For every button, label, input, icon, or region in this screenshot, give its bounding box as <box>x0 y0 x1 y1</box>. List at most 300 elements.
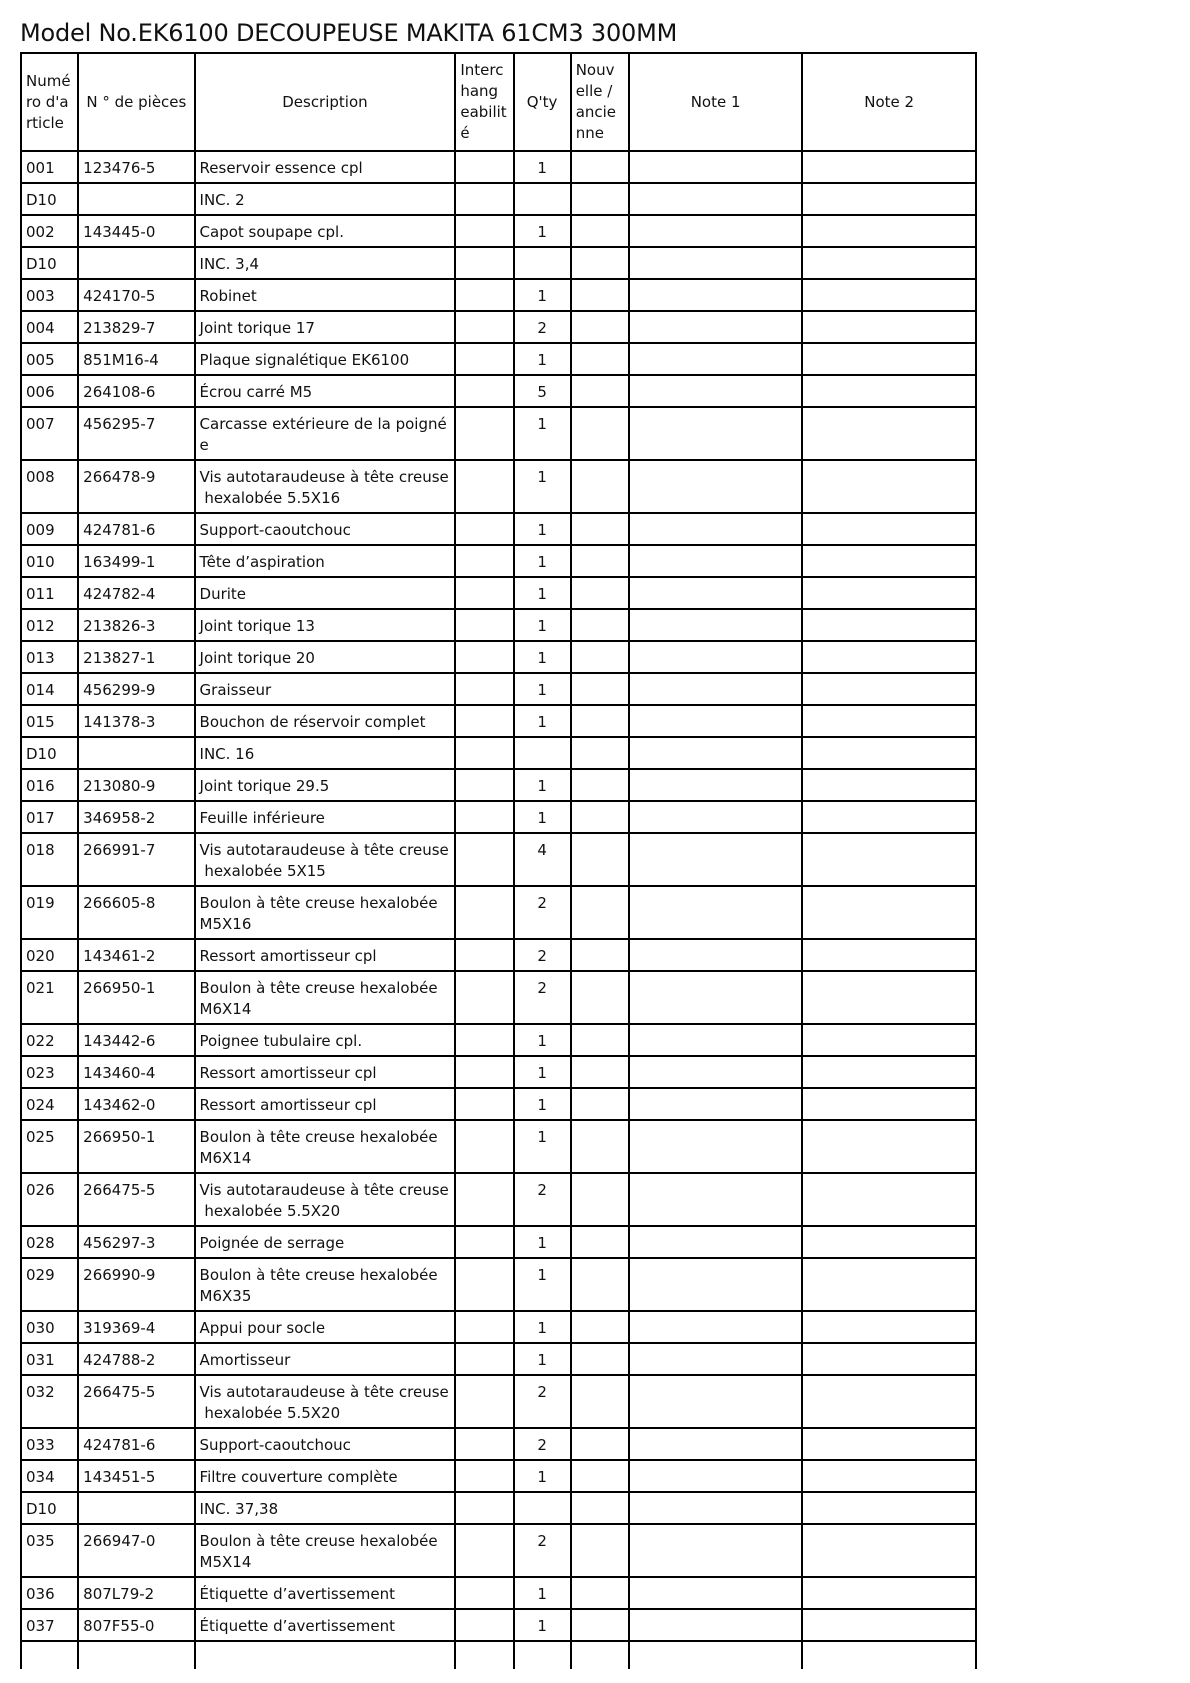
note-1-cell <box>629 971 803 1024</box>
note-1-cell <box>629 1088 803 1120</box>
table-header-row <box>21 53 976 151</box>
item-number-cell: D10 <box>21 247 78 279</box>
part-number-cell: 213826-3 <box>78 609 194 641</box>
note-2-cell <box>802 1492 976 1524</box>
description-cell: Ressort amortisseur cpl <box>195 1056 456 1088</box>
note-1-cell <box>629 215 803 247</box>
header-item-number: Numé ro d'a rticle <box>21 53 78 151</box>
quantity-cell: 2 <box>514 1173 571 1226</box>
interchangeability-cell <box>455 1088 513 1120</box>
note-1-cell <box>629 609 803 641</box>
description-cell: INC. 37,38 <box>195 1492 456 1524</box>
header-part-number: N ° de pièces <box>78 53 194 151</box>
table-row <box>21 1088 976 1120</box>
note-1-cell <box>629 1056 803 1088</box>
note-2-cell <box>802 1375 976 1428</box>
new-old-cell <box>571 737 629 769</box>
interchangeability-cell <box>455 609 513 641</box>
item-number-cell: 022 <box>21 1024 78 1056</box>
note-2-cell <box>802 279 976 311</box>
note-1-cell <box>629 1492 803 1524</box>
quantity-cell: 1 <box>514 641 571 673</box>
item-number-cell: 006 <box>21 375 78 407</box>
new-old-cell <box>571 609 629 641</box>
note-2-cell <box>802 151 976 183</box>
description-cell: Tête d’aspiration <box>195 545 456 577</box>
note-1-cell <box>629 705 803 737</box>
item-number-cell: 033 <box>21 1428 78 1460</box>
item-number-cell: 015 <box>21 705 78 737</box>
new-old-cell <box>571 1428 629 1460</box>
note-1-cell <box>629 673 803 705</box>
quantity-cell: 1 <box>514 151 571 183</box>
new-old-cell <box>571 343 629 375</box>
description-cell: Reservoir essence cpl <box>195 151 456 183</box>
table-row <box>21 215 976 247</box>
note-2-cell <box>802 886 976 939</box>
part-number-cell: 143445-0 <box>78 215 194 247</box>
note-2-cell <box>802 673 976 705</box>
part-number-cell: 319369-4 <box>78 1311 194 1343</box>
note-1-cell <box>629 1343 803 1375</box>
new-old-cell <box>571 886 629 939</box>
interchangeability-cell <box>455 1428 513 1460</box>
note-2-cell <box>802 1311 976 1343</box>
quantity-cell: 2 <box>514 886 571 939</box>
note-1-cell <box>629 1226 803 1258</box>
part-number-cell: 851M16-4 <box>78 343 194 375</box>
new-old-cell <box>571 577 629 609</box>
table-row <box>21 279 976 311</box>
part-number-cell: 266947-0 <box>78 1524 194 1577</box>
table-row <box>21 1577 976 1609</box>
new-old-cell <box>571 833 629 886</box>
header-note-1: Note 1 <box>629 53 803 151</box>
table-row <box>21 1024 976 1056</box>
description-cell: Joint torique 29.5 <box>195 769 456 801</box>
note-2-cell <box>802 801 976 833</box>
note-2-cell <box>802 183 976 215</box>
item-number-cell: 029 <box>21 1258 78 1311</box>
empty-cell <box>21 1641 78 1669</box>
interchangeability-cell <box>455 641 513 673</box>
new-old-cell <box>571 1524 629 1577</box>
interchangeability-cell <box>455 705 513 737</box>
part-number-cell: 424170-5 <box>78 279 194 311</box>
table-row <box>21 1311 976 1343</box>
quantity-cell: 1 <box>514 1577 571 1609</box>
part-number-cell: 266605-8 <box>78 886 194 939</box>
quantity-cell: 1 <box>514 1024 571 1056</box>
table-row <box>21 1460 976 1492</box>
part-number-cell: 266475-5 <box>78 1375 194 1428</box>
note-2-cell <box>802 1428 976 1460</box>
item-number-cell: 003 <box>21 279 78 311</box>
table-row <box>21 1609 976 1641</box>
part-number-cell: 143460-4 <box>78 1056 194 1088</box>
part-number-cell: 213829-7 <box>78 311 194 343</box>
table-row <box>21 641 976 673</box>
item-number-cell: D10 <box>21 1492 78 1524</box>
new-old-cell <box>571 801 629 833</box>
item-number-cell: D10 <box>21 737 78 769</box>
note-1-cell <box>629 886 803 939</box>
item-number-cell: 023 <box>21 1056 78 1088</box>
description-cell: Boulon à tête creuse hexalobée M6X35 <box>195 1258 456 1311</box>
description-cell: Écrou carré M5 <box>195 375 456 407</box>
note-1-cell <box>629 1024 803 1056</box>
quantity-cell: 4 <box>514 833 571 886</box>
new-old-cell <box>571 407 629 460</box>
empty-cell <box>455 1641 513 1669</box>
note-1-cell <box>629 151 803 183</box>
description-cell: Feuille inférieure <box>195 801 456 833</box>
empty-cell <box>629 1641 803 1669</box>
part-number-cell: 807L79-2 <box>78 1577 194 1609</box>
header-description: Description <box>195 53 456 151</box>
quantity-cell: 1 <box>514 215 571 247</box>
part-number-cell: 266950-1 <box>78 971 194 1024</box>
new-old-cell <box>571 705 629 737</box>
interchangeability-cell <box>455 673 513 705</box>
note-1-cell <box>629 247 803 279</box>
new-old-cell <box>571 939 629 971</box>
part-number-cell: 266990-9 <box>78 1258 194 1311</box>
note-1-cell <box>629 513 803 545</box>
interchangeability-cell <box>455 1258 513 1311</box>
header-note-2: Note 2 <box>802 53 976 151</box>
item-number-cell: 012 <box>21 609 78 641</box>
quantity-cell: 1 <box>514 407 571 460</box>
interchangeability-cell <box>455 545 513 577</box>
note-2-cell <box>802 705 976 737</box>
item-number-cell: 011 <box>21 577 78 609</box>
new-old-cell <box>571 1492 629 1524</box>
part-number-cell: 456299-9 <box>78 673 194 705</box>
new-old-cell <box>571 1258 629 1311</box>
note-1-cell <box>629 1609 803 1641</box>
interchangeability-cell <box>455 1311 513 1343</box>
item-number-cell: 010 <box>21 545 78 577</box>
table-row <box>21 407 976 460</box>
new-old-cell <box>571 971 629 1024</box>
new-old-cell <box>571 215 629 247</box>
interchangeability-cell <box>455 151 513 183</box>
new-old-cell <box>571 1311 629 1343</box>
note-1-cell <box>629 1428 803 1460</box>
interchangeability-cell <box>455 737 513 769</box>
note-1-cell <box>629 1258 803 1311</box>
new-old-cell <box>571 279 629 311</box>
note-1-cell <box>629 375 803 407</box>
new-old-cell <box>571 513 629 545</box>
description-cell: INC. 16 <box>195 737 456 769</box>
table-row <box>21 375 976 407</box>
part-number-cell: 456297-3 <box>78 1226 194 1258</box>
part-number-cell: 143461-2 <box>78 939 194 971</box>
note-2-cell <box>802 1226 976 1258</box>
quantity-cell: 1 <box>514 279 571 311</box>
note-2-cell <box>802 343 976 375</box>
quantity-cell: 2 <box>514 311 571 343</box>
note-2-cell <box>802 1258 976 1311</box>
new-old-cell <box>571 311 629 343</box>
quantity-cell: 1 <box>514 577 571 609</box>
note-1-cell <box>629 183 803 215</box>
new-old-cell <box>571 1088 629 1120</box>
note-2-cell <box>802 577 976 609</box>
note-2-cell <box>802 1088 976 1120</box>
note-1-cell <box>629 939 803 971</box>
quantity-cell: 1 <box>514 1311 571 1343</box>
table-row <box>21 577 976 609</box>
note-2-cell <box>802 1460 976 1492</box>
empty-cell <box>802 1641 976 1669</box>
quantity-cell: 1 <box>514 1056 571 1088</box>
description-cell: Boulon à tête creuse hexalobée M6X14 <box>195 1120 456 1173</box>
table-row <box>21 609 976 641</box>
interchangeability-cell <box>455 1024 513 1056</box>
table-row <box>21 939 976 971</box>
description-cell: Graisseur <box>195 673 456 705</box>
item-number-cell: 014 <box>21 673 78 705</box>
quantity-cell: 1 <box>514 1258 571 1311</box>
note-2-cell <box>802 1609 976 1641</box>
note-1-cell <box>629 1375 803 1428</box>
note-1-cell <box>629 1577 803 1609</box>
description-cell: Plaque signalétique EK6100 <box>195 343 456 375</box>
part-number-cell <box>78 1492 194 1524</box>
item-number-cell: 009 <box>21 513 78 545</box>
part-number-cell: 424781-6 <box>78 1428 194 1460</box>
interchangeability-cell <box>455 1460 513 1492</box>
note-2-cell <box>802 1024 976 1056</box>
table-row <box>21 801 976 833</box>
note-2-cell <box>802 1120 976 1173</box>
item-number-cell: 031 <box>21 1343 78 1375</box>
note-1-cell <box>629 641 803 673</box>
description-cell: Vis autotaraudeuse à tête creuse hexalobée 5.5X20 <box>195 1173 456 1226</box>
quantity-cell: 1 <box>514 1343 571 1375</box>
quantity-cell: 2 <box>514 1375 571 1428</box>
new-old-cell <box>571 460 629 513</box>
table-row <box>21 343 976 375</box>
description-cell: Amortisseur <box>195 1343 456 1375</box>
note-2-cell <box>802 641 976 673</box>
table-body <box>21 151 976 1669</box>
note-2-cell <box>802 737 976 769</box>
new-old-cell <box>571 1120 629 1173</box>
item-number-cell: 017 <box>21 801 78 833</box>
table-row <box>21 673 976 705</box>
part-number-cell: 143442-6 <box>78 1024 194 1056</box>
table-row <box>21 311 976 343</box>
part-number-cell: 163499-1 <box>78 545 194 577</box>
interchangeability-cell <box>455 1120 513 1173</box>
note-2-cell <box>802 939 976 971</box>
quantity-cell: 1 <box>514 769 571 801</box>
item-number-cell: 019 <box>21 886 78 939</box>
item-number-cell: 018 <box>21 833 78 886</box>
part-number-cell: 266991-7 <box>78 833 194 886</box>
new-old-cell <box>571 1375 629 1428</box>
interchangeability-cell <box>455 1609 513 1641</box>
table-row <box>21 737 976 769</box>
description-cell: Appui pour socle <box>195 1311 456 1343</box>
new-old-cell <box>571 151 629 183</box>
part-number-cell: 264108-6 <box>78 375 194 407</box>
note-1-cell <box>629 737 803 769</box>
new-old-cell <box>571 1609 629 1641</box>
description-cell: Robinet <box>195 279 456 311</box>
note-2-cell <box>802 833 976 886</box>
table-row <box>21 1056 976 1088</box>
table-row <box>21 460 976 513</box>
interchangeability-cell <box>455 215 513 247</box>
item-number-cell: 036 <box>21 1577 78 1609</box>
interchangeability-cell <box>455 886 513 939</box>
interchangeability-cell <box>455 513 513 545</box>
new-old-cell <box>571 247 629 279</box>
part-number-cell: 424781-6 <box>78 513 194 545</box>
description-cell: Ressort amortisseur cpl <box>195 939 456 971</box>
interchangeability-cell <box>455 247 513 279</box>
part-number-cell: 266950-1 <box>78 1120 194 1173</box>
quantity-cell: 5 <box>514 375 571 407</box>
new-old-cell <box>571 375 629 407</box>
interchangeability-cell <box>455 279 513 311</box>
new-old-cell <box>571 1460 629 1492</box>
table-row <box>21 1226 976 1258</box>
description-cell: Joint torique 20 <box>195 641 456 673</box>
interchangeability-cell <box>455 1226 513 1258</box>
new-old-cell <box>571 1173 629 1226</box>
part-number-cell: 456295-7 <box>78 407 194 460</box>
item-number-cell: 035 <box>21 1524 78 1577</box>
part-number-cell: 266478-9 <box>78 460 194 513</box>
part-number-cell: 213827-1 <box>78 641 194 673</box>
header-interchangeability: Interc hang eabilit é <box>455 53 513 151</box>
note-2-cell <box>802 1577 976 1609</box>
note-1-cell <box>629 545 803 577</box>
note-2-cell <box>802 460 976 513</box>
note-2-cell <box>802 971 976 1024</box>
new-old-cell <box>571 673 629 705</box>
table-row <box>21 769 976 801</box>
quantity-cell: 1 <box>514 705 571 737</box>
part-number-cell: 346958-2 <box>78 801 194 833</box>
new-old-cell <box>571 1343 629 1375</box>
new-old-cell <box>571 641 629 673</box>
note-2-cell <box>802 375 976 407</box>
interchangeability-cell <box>455 1577 513 1609</box>
quantity-cell: 1 <box>514 1226 571 1258</box>
description-cell: Boulon à tête creuse hexalobée M5X14 <box>195 1524 456 1577</box>
item-number-cell: 028 <box>21 1226 78 1258</box>
description-cell: Joint torique 13 <box>195 609 456 641</box>
empty-cell <box>78 1641 194 1669</box>
note-1-cell <box>629 460 803 513</box>
table-row <box>21 1375 976 1428</box>
interchangeability-cell <box>455 1173 513 1226</box>
quantity-cell: 2 <box>514 939 571 971</box>
note-1-cell <box>629 279 803 311</box>
item-number-cell: D10 <box>21 183 78 215</box>
table-row <box>21 545 976 577</box>
parts-table <box>20 52 977 1669</box>
interchangeability-cell <box>455 769 513 801</box>
note-2-cell <box>802 609 976 641</box>
item-number-cell: 005 <box>21 343 78 375</box>
table-row <box>21 886 976 939</box>
interchangeability-cell <box>455 1492 513 1524</box>
interchangeability-cell <box>455 577 513 609</box>
quantity-cell: 1 <box>514 1609 571 1641</box>
description-cell: Support-caoutchouc <box>195 513 456 545</box>
description-cell: Bouchon de réservoir complet <box>195 705 456 737</box>
item-number-cell: 030 <box>21 1311 78 1343</box>
interchangeability-cell <box>455 343 513 375</box>
part-number-cell: 266475-5 <box>78 1173 194 1226</box>
item-number-cell: 034 <box>21 1460 78 1492</box>
quantity-cell: 2 <box>514 1428 571 1460</box>
interchangeability-cell <box>455 1375 513 1428</box>
quantity-cell: 2 <box>514 971 571 1024</box>
table-row <box>21 1173 976 1226</box>
empty-cell <box>514 1641 571 1669</box>
interchangeability-cell <box>455 407 513 460</box>
table-row <box>21 1120 976 1173</box>
note-1-cell <box>629 343 803 375</box>
quantity-cell: 1 <box>514 343 571 375</box>
item-number-cell: 007 <box>21 407 78 460</box>
item-number-cell: 037 <box>21 1609 78 1641</box>
description-cell: Poignée de serrage <box>195 1226 456 1258</box>
note-2-cell <box>802 1524 976 1577</box>
quantity-cell <box>514 183 571 215</box>
note-2-cell <box>802 513 976 545</box>
new-old-cell <box>571 769 629 801</box>
new-old-cell <box>571 1056 629 1088</box>
item-number-cell: 001 <box>21 151 78 183</box>
part-number-cell: 424788-2 <box>78 1343 194 1375</box>
new-old-cell <box>571 1226 629 1258</box>
note-1-cell <box>629 311 803 343</box>
description-cell: Boulon à tête creuse hexalobée M6X14 <box>195 971 456 1024</box>
note-2-cell <box>802 1343 976 1375</box>
item-number-cell: 004 <box>21 311 78 343</box>
table-row <box>21 1524 976 1577</box>
part-number-cell <box>78 737 194 769</box>
description-cell: Carcasse extérieure de la poigné e <box>195 407 456 460</box>
part-number-cell <box>78 183 194 215</box>
interchangeability-cell <box>455 183 513 215</box>
table-row <box>21 151 976 183</box>
table-row <box>21 1428 976 1460</box>
table-row <box>21 247 976 279</box>
interchangeability-cell <box>455 939 513 971</box>
interchangeability-cell <box>455 1524 513 1577</box>
new-old-cell <box>571 183 629 215</box>
description-cell: INC. 2 <box>195 183 456 215</box>
table-row <box>21 513 976 545</box>
note-2-cell <box>802 407 976 460</box>
description-cell: Joint torique 17 <box>195 311 456 343</box>
interchangeability-cell <box>455 311 513 343</box>
note-1-cell <box>629 801 803 833</box>
item-number-cell: 008 <box>21 460 78 513</box>
table-row <box>21 183 976 215</box>
